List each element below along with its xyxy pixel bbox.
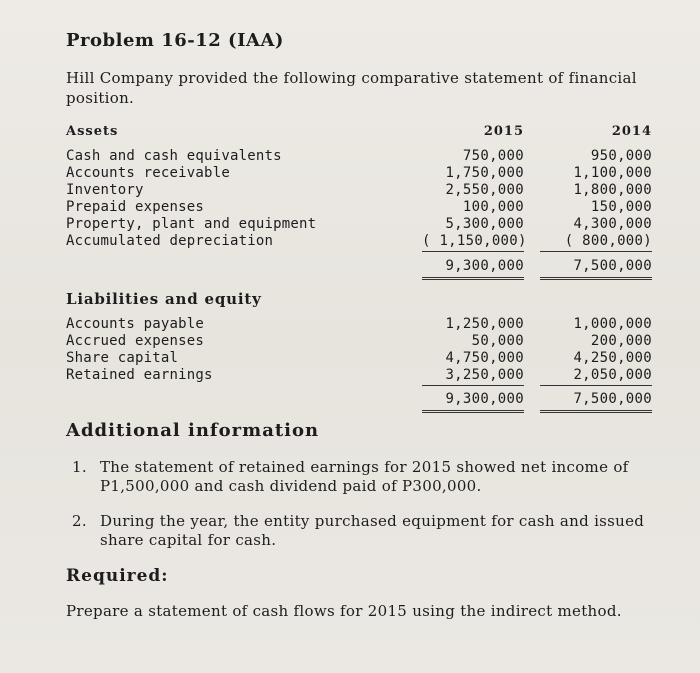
liability-row-2015: 3,250,000 [422, 367, 524, 386]
required-text: Prepare a statement of cash flows for 2015 using the indirect method. [66, 602, 622, 620]
liability-row-label: Accounts payable [66, 316, 205, 332]
asset-row-2015: ( 1,150,000) [422, 233, 524, 252]
asset-row-2015: 750,000 [462, 148, 524, 164]
asset-row-2014: 1,800,000 [573, 182, 652, 198]
assets-total-2014: 7,500,000 [540, 258, 652, 280]
asset-row-2014: 950,000 [590, 148, 652, 164]
liability-row-2014: 2,050,000 [540, 367, 652, 386]
liability-row-label: Share capital [66, 350, 179, 366]
note-text: The statement of retained earnings for 2015 showed net income of P1,500,000 and cash dividend paid of P300,000. [100, 458, 629, 495]
liability-row-2014: 200,000 [590, 333, 652, 349]
asset-row-label: Accumulated depreciation [66, 233, 274, 249]
asset-row-2015: 5,300,000 [445, 216, 524, 232]
liability-row-label: Retained earnings [66, 367, 213, 383]
asset-row-label: Property, plant and equipment [66, 216, 317, 232]
liability-row-2014: 4,250,000 [573, 350, 652, 366]
asset-row-2015: 1,750,000 [445, 165, 524, 181]
liabilities-total-2015: 9,300,000 [422, 391, 524, 413]
liabilities-total-2014: 7,500,000 [540, 391, 652, 413]
asset-row-label: Cash and cash equivalents [66, 148, 282, 164]
asset-row-label: Accounts receivable [66, 165, 230, 181]
note-number: 1. [72, 458, 87, 476]
asset-row-2015: 100,000 [462, 199, 524, 215]
note-number: 2. [72, 512, 87, 530]
assets-total-2015: 9,300,000 [422, 258, 524, 280]
liabilities-header: Liabilities and equity [66, 290, 262, 308]
asset-row-2014: 150,000 [590, 199, 652, 215]
asset-row-2014: 1,100,000 [573, 165, 652, 181]
asset-row-2014: ( 800,000) [540, 233, 652, 252]
liability-row-2015: 4,750,000 [445, 350, 524, 366]
liability-row-2014: 1,000,000 [573, 316, 652, 332]
asset-row-2014: 4,300,000 [573, 216, 652, 232]
assets-header: Assets [66, 124, 119, 139]
problem-title: Problem 16-12 (IAA) [66, 30, 284, 51]
asset-row-label: Prepaid expenses [66, 199, 205, 215]
liability-row-label: Accrued expenses [66, 333, 205, 349]
asset-row-label: Inventory [66, 182, 144, 198]
year-2014-header: 2014 [611, 124, 652, 139]
note-text: During the year, the entity purchased equipment for cash and issued share capital for cash. [100, 512, 645, 549]
intro-text: Hill Company provided the following comparative statement of financial position. [66, 69, 637, 107]
required-header: Required: [66, 566, 169, 586]
liability-row-2015: 1,250,000 [445, 316, 524, 332]
additional-info-header: Additional information [66, 420, 320, 441]
asset-row-2015: 2,550,000 [445, 182, 524, 198]
liability-row-2015: 50,000 [471, 333, 524, 349]
year-2015-header: 2015 [483, 124, 524, 139]
